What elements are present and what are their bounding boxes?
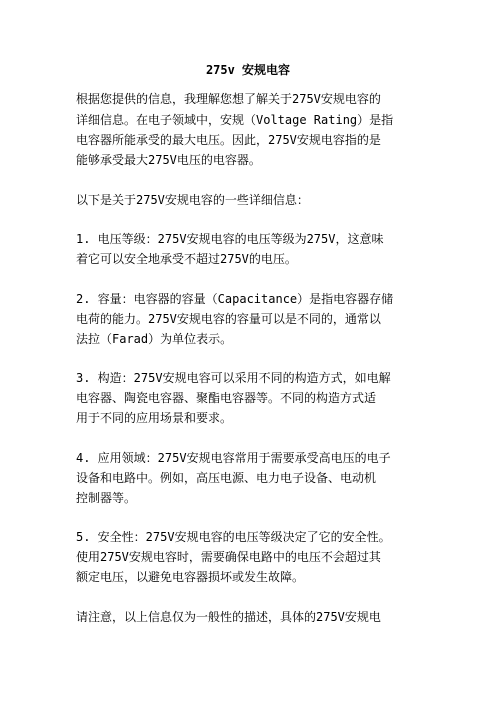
paragraph-4-line-3: 法拉（Farad）为单位表示。 bbox=[76, 332, 233, 346]
paragraph-5-line-3: 用于不同的应用场景和要求。 bbox=[76, 411, 233, 425]
paragraph-7-line-1: 5. 安全性：275V安规电容的电压等级决定了它的安全性。 bbox=[76, 530, 391, 544]
paragraph-1-line-3: 电容器所能承受的最大电压。因此，275V安规电容指的是 bbox=[76, 133, 381, 147]
paragraph-3-line-2: 着它可以安全地承受不超过275V的电压。 bbox=[76, 252, 297, 266]
paragraph-1-line-2: 详细信息。在电子领域中，安规（Voltage Rating）是指 bbox=[76, 113, 394, 127]
paragraph-3-line-1: 1. 电压等级：275V安规电容的电压等级为275V，这意味 bbox=[76, 232, 384, 246]
paragraph-4-line-1: 2. 容量：电容器的容量（Capacitance）是指电容器存储 bbox=[76, 292, 394, 306]
paragraph-6-line-2: 设备和电路中。例如，高压电源、电力电子设备、电动机 bbox=[76, 471, 377, 485]
paragraph-2-line-1: 以下是关于275V安规电容的一些详细信息： bbox=[76, 193, 309, 207]
paragraph-8-line-1: 请注意，以上信息仅为一般性的描述，具体的275V安规电 bbox=[76, 610, 381, 624]
paragraph-5-line-1: 3. 构造：275V安规电容可以采用不同的构造方式，如电解 bbox=[76, 371, 391, 385]
paragraph-6-line-1: 4. 应用领域：275V安规电容常用于需要承受高电压的电子 bbox=[76, 451, 391, 465]
document-title: 275v 安规电容 bbox=[205, 63, 291, 77]
paragraph-7-line-3: 额定电压，以避免电容器损坏或发生故障。 bbox=[76, 570, 305, 584]
paragraph-4-line-2: 电荷的能力。275V安规电容的容量可以是不同的，通常以 bbox=[76, 312, 381, 326]
paragraph-7-line-2: 使用275V安规电容时，需要确保电路中的电压不会超过其 bbox=[76, 550, 381, 564]
paragraph-6-line-3: 控制器等。 bbox=[76, 491, 137, 505]
paragraph-1-line-4: 能够承受最大275V电压的电容器。 bbox=[76, 153, 261, 167]
paragraph-5-line-2: 电容器、陶瓷电容器、聚酯电容器等。不同的构造方式适 bbox=[76, 391, 377, 405]
paragraph-1-line-1: 根据您提供的信息，我理解您想了解关于275V安规电容的 bbox=[76, 92, 381, 106]
